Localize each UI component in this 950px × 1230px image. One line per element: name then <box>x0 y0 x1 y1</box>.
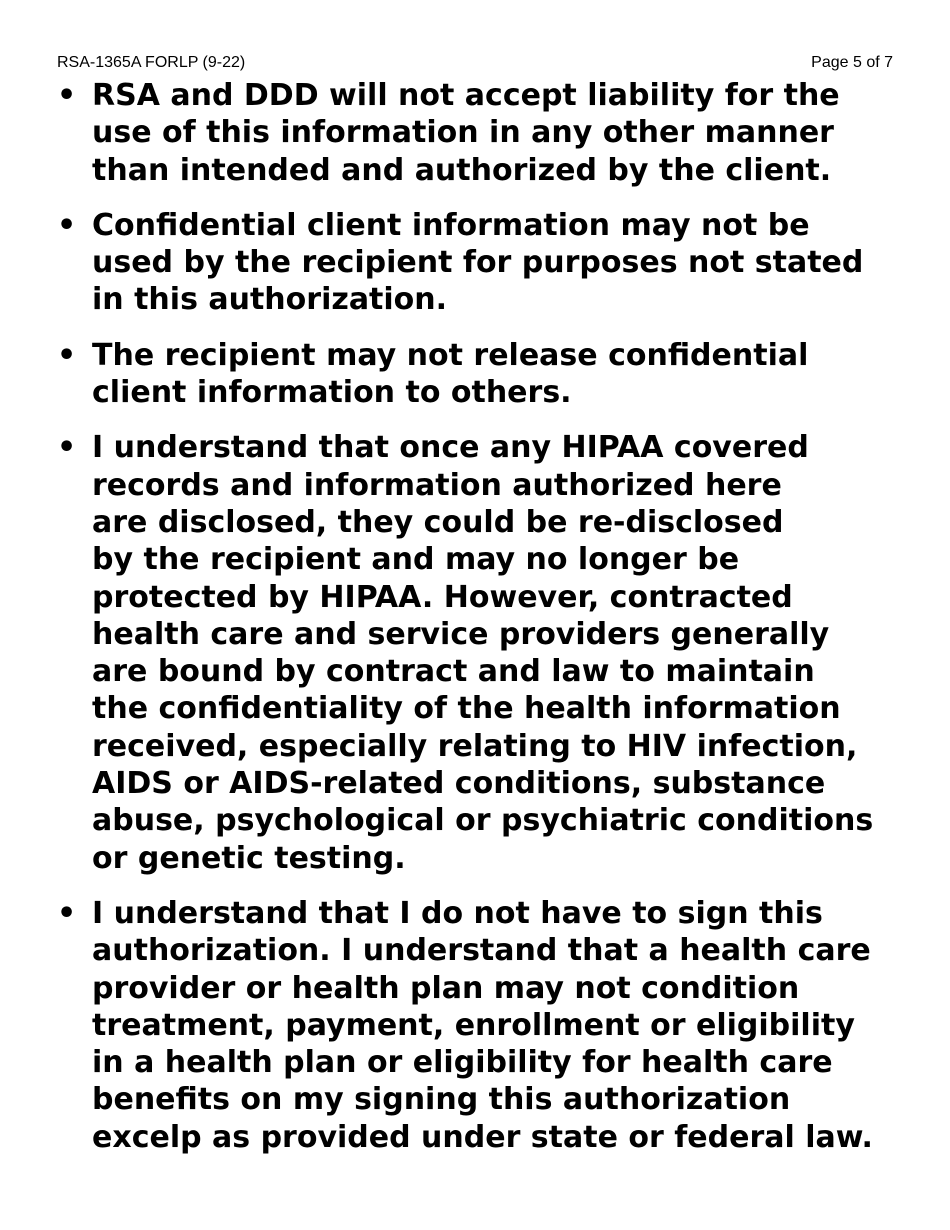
text-line: The recipient may not release confidential <box>92 337 809 373</box>
text-line: excelp as provided under state or federal law. <box>92 1119 873 1155</box>
bullet-marker: • <box>57 78 77 113</box>
text-line: abuse, psychological or psychiatric conditions <box>92 803 874 839</box>
text-line: used by the recipient for purposes not stated <box>92 245 864 281</box>
bullet-item-confidential-use <box>57 207 907 319</box>
text-line: provider or health plan may not condition <box>92 970 800 1006</box>
text-line: are bound by contract and law to maintain <box>92 654 815 690</box>
text-line: I understand that I do not have to sign this <box>92 895 823 931</box>
page-number: Page 5 of 7 <box>811 54 893 71</box>
text-line: are disclosed, they could be re-disclosed <box>92 504 784 540</box>
bullet-item-no-release <box>57 337 907 412</box>
text-line: or genetic testing. <box>92 840 406 876</box>
text-line: by the recipient and may no longer be <box>92 542 740 578</box>
text-line: received, especially relating to HIV infection, <box>92 728 858 764</box>
text-line: client information to others. <box>92 375 572 411</box>
text-line: than intended and authorized by the client. <box>92 152 832 188</box>
bullet-marker: • <box>57 895 77 931</box>
text-line: use of this information in any other manner <box>92 115 834 151</box>
text-line: in a health plan or eligibility for health care <box>92 1045 833 1081</box>
page-header <box>57 52 893 74</box>
text-line: treatment, payment, enrollment or eligibility <box>92 1007 855 1043</box>
text-line: protected by HIPAA. However, contracted <box>92 579 793 615</box>
text-line: authorization. I understand that a health care <box>92 933 871 969</box>
text-line: RSA and DDD will not accept liability for the <box>92 78 840 113</box>
text-line: the confidentiality of the health information <box>92 691 841 727</box>
bullet-item-liability <box>57 77 907 189</box>
bullet-list <box>57 77 907 1174</box>
text-line: benefits on my signing this authorization <box>92 1082 791 1118</box>
bullet-item-signing-optional <box>57 895 907 1156</box>
bullet-marker: • <box>57 430 77 466</box>
text-line: Confidential client information may not be <box>92 207 810 243</box>
text-line: I understand that once any HIPAA covered <box>92 430 809 466</box>
text-line: records and information authorized here <box>92 467 782 503</box>
text-line: AIDS or AIDS-related conditions, substance <box>92 766 826 802</box>
form-id: RSA-1365A FORLP (9-22) <box>57 54 246 71</box>
text-line: health care and service providers generally <box>92 616 830 652</box>
bullet-marker: • <box>57 207 77 243</box>
bullet-item-hipaa-redisclosure <box>57 429 907 877</box>
text-line: in this authorization. <box>92 282 448 318</box>
bullet-marker: • <box>57 337 77 373</box>
